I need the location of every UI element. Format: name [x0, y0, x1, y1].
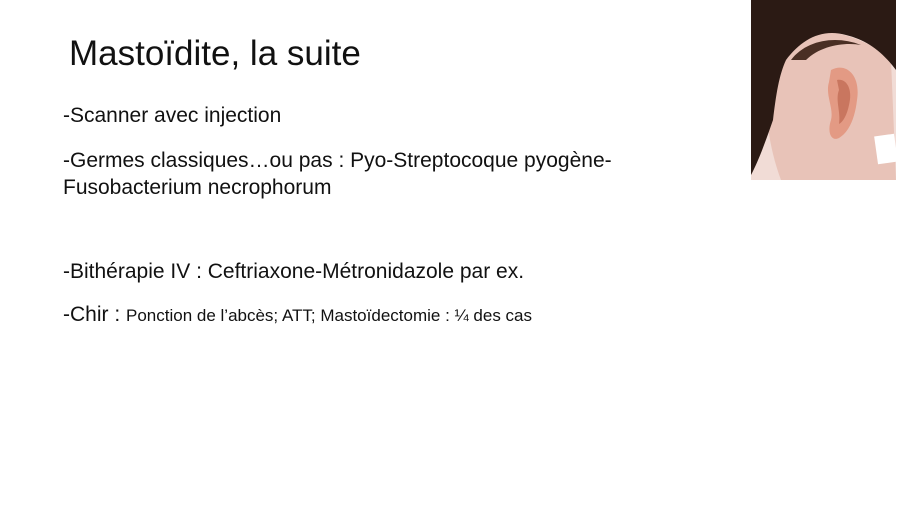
bullet-bitherapie: -Bithérapie IV : Ceftriaxone-Métronidazole par ex. — [63, 260, 525, 283]
bullet-chir — [63, 301, 532, 329]
bullet-chir-label: -Chir : — [63, 303, 126, 326]
bullet-germes: -Germes classiques…ou pas : Pyo-Streptocoque pyogène-Fusobacterium necrophorum — [63, 149, 612, 199]
ear-photo-illustration — [751, 0, 896, 180]
slide-title: Mastoïdite, la suite — [69, 34, 361, 73]
child-ear-photo — [751, 0, 896, 180]
bullet-chir-detail: Ponction de l’abcès; ATT; Mastoïdectomie : ¼ des cas — [126, 306, 532, 325]
bullet-scanner: -Scanner avec injection — [63, 104, 282, 127]
